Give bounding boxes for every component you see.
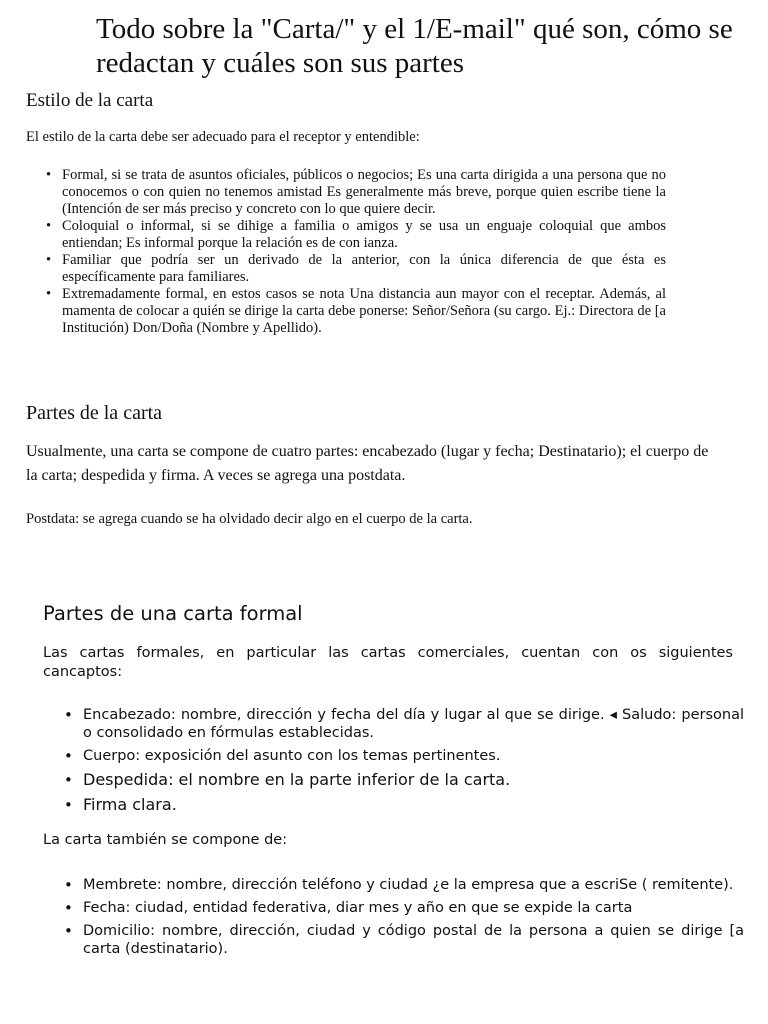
formal-list	[62, 706, 744, 820]
list-item: • Coloquial o informal, si se dihige a familia o amigos y se usa un enguaje coloquial que ambos entiendan; Es informal porque la relación es de con ianza.	[44, 218, 666, 252]
list-item: • Encabezado: nombre, dirección y fecha del día y lugar al que se dirige. ◂ Saludo: personal o consolidado en fórmulas establecidas.	[62, 706, 744, 742]
list-item: • Firma clara.	[62, 795, 744, 815]
partes-paragraph: Usualmente, una carta se compone de cuatro partes: encabezado (lugar y fecha; Destinatario); el cuerpo de la carta; despedida y firma. A veces se agrega una postdata.	[26, 443, 709, 484]
list-item: • Domicilio: nombre, dirección, ciudad y código postal de la persona a quien se dirige [a carta (destinatario).	[62, 922, 744, 958]
formal-intro: Las cartas formales, en particular las cartas comerciales, cuentan con os siguientes cancaptos:	[43, 645, 733, 680]
estilo-intro: El estilo de la carta debe ser adecuado para el receptor y entendible:	[26, 129, 420, 145]
heading-partes: Partes de la carta	[26, 402, 163, 424]
postdata-paragraph: Postdata: se agrega cuando se ha olvidado decir algo en el cuerpo de la carta.	[26, 511, 473, 527]
heading-carta-formal: Partes de una carta formal	[43, 602, 303, 625]
page-title: Todo sobre la "Carta/" y el 1/E-mail" qué son, cómo se redactan y cuáles son sus partes	[96, 13, 733, 79]
list-item: • Extremadamente formal, en estos casos se nota Una distancia aun mayor con el receptar. Además, al mamenta de colocar a quién se dirige la carta debe ponerse: Señor/Señora (su cargo. Ej.: Directora de [a Institución) Don/Doña (Nombre y Apellido).	[44, 286, 666, 337]
compone-list	[62, 876, 744, 963]
list-item: • Cuerpo: exposición del asunto con los temas pertinentes.	[62, 747, 744, 765]
list-item: • Despedida: el nombre en la parte inferior de la carta.	[62, 770, 744, 790]
list-item: • Membrete: nombre, dirección teléfono y ciudad ¿e la empresa que a escriSe ( remitente).	[62, 876, 744, 894]
heading-estilo: Estilo de la carta	[26, 90, 154, 111]
estilo-list	[44, 167, 666, 337]
compone-intro: La carta también se compone de:	[43, 832, 288, 848]
list-item: • Formal, si se trata de asuntos oficiales, públicos o negocios; Es una carta dirigida a una persona que no conocemos o con quien no tenemos amistad Es generalmente más breve, porque quien escribe tiene la (Intención de ser más preciso y concreto con lo que quiere decir.	[44, 167, 666, 218]
list-item: • Familiar que podría ser un derivado de la anterior, con la única diferencia de que ésta es específicamente para familiares.	[44, 252, 666, 286]
list-item: • Fecha: ciudad, entidad federativa, diar mes y año en que se expide la carta	[62, 899, 744, 917]
